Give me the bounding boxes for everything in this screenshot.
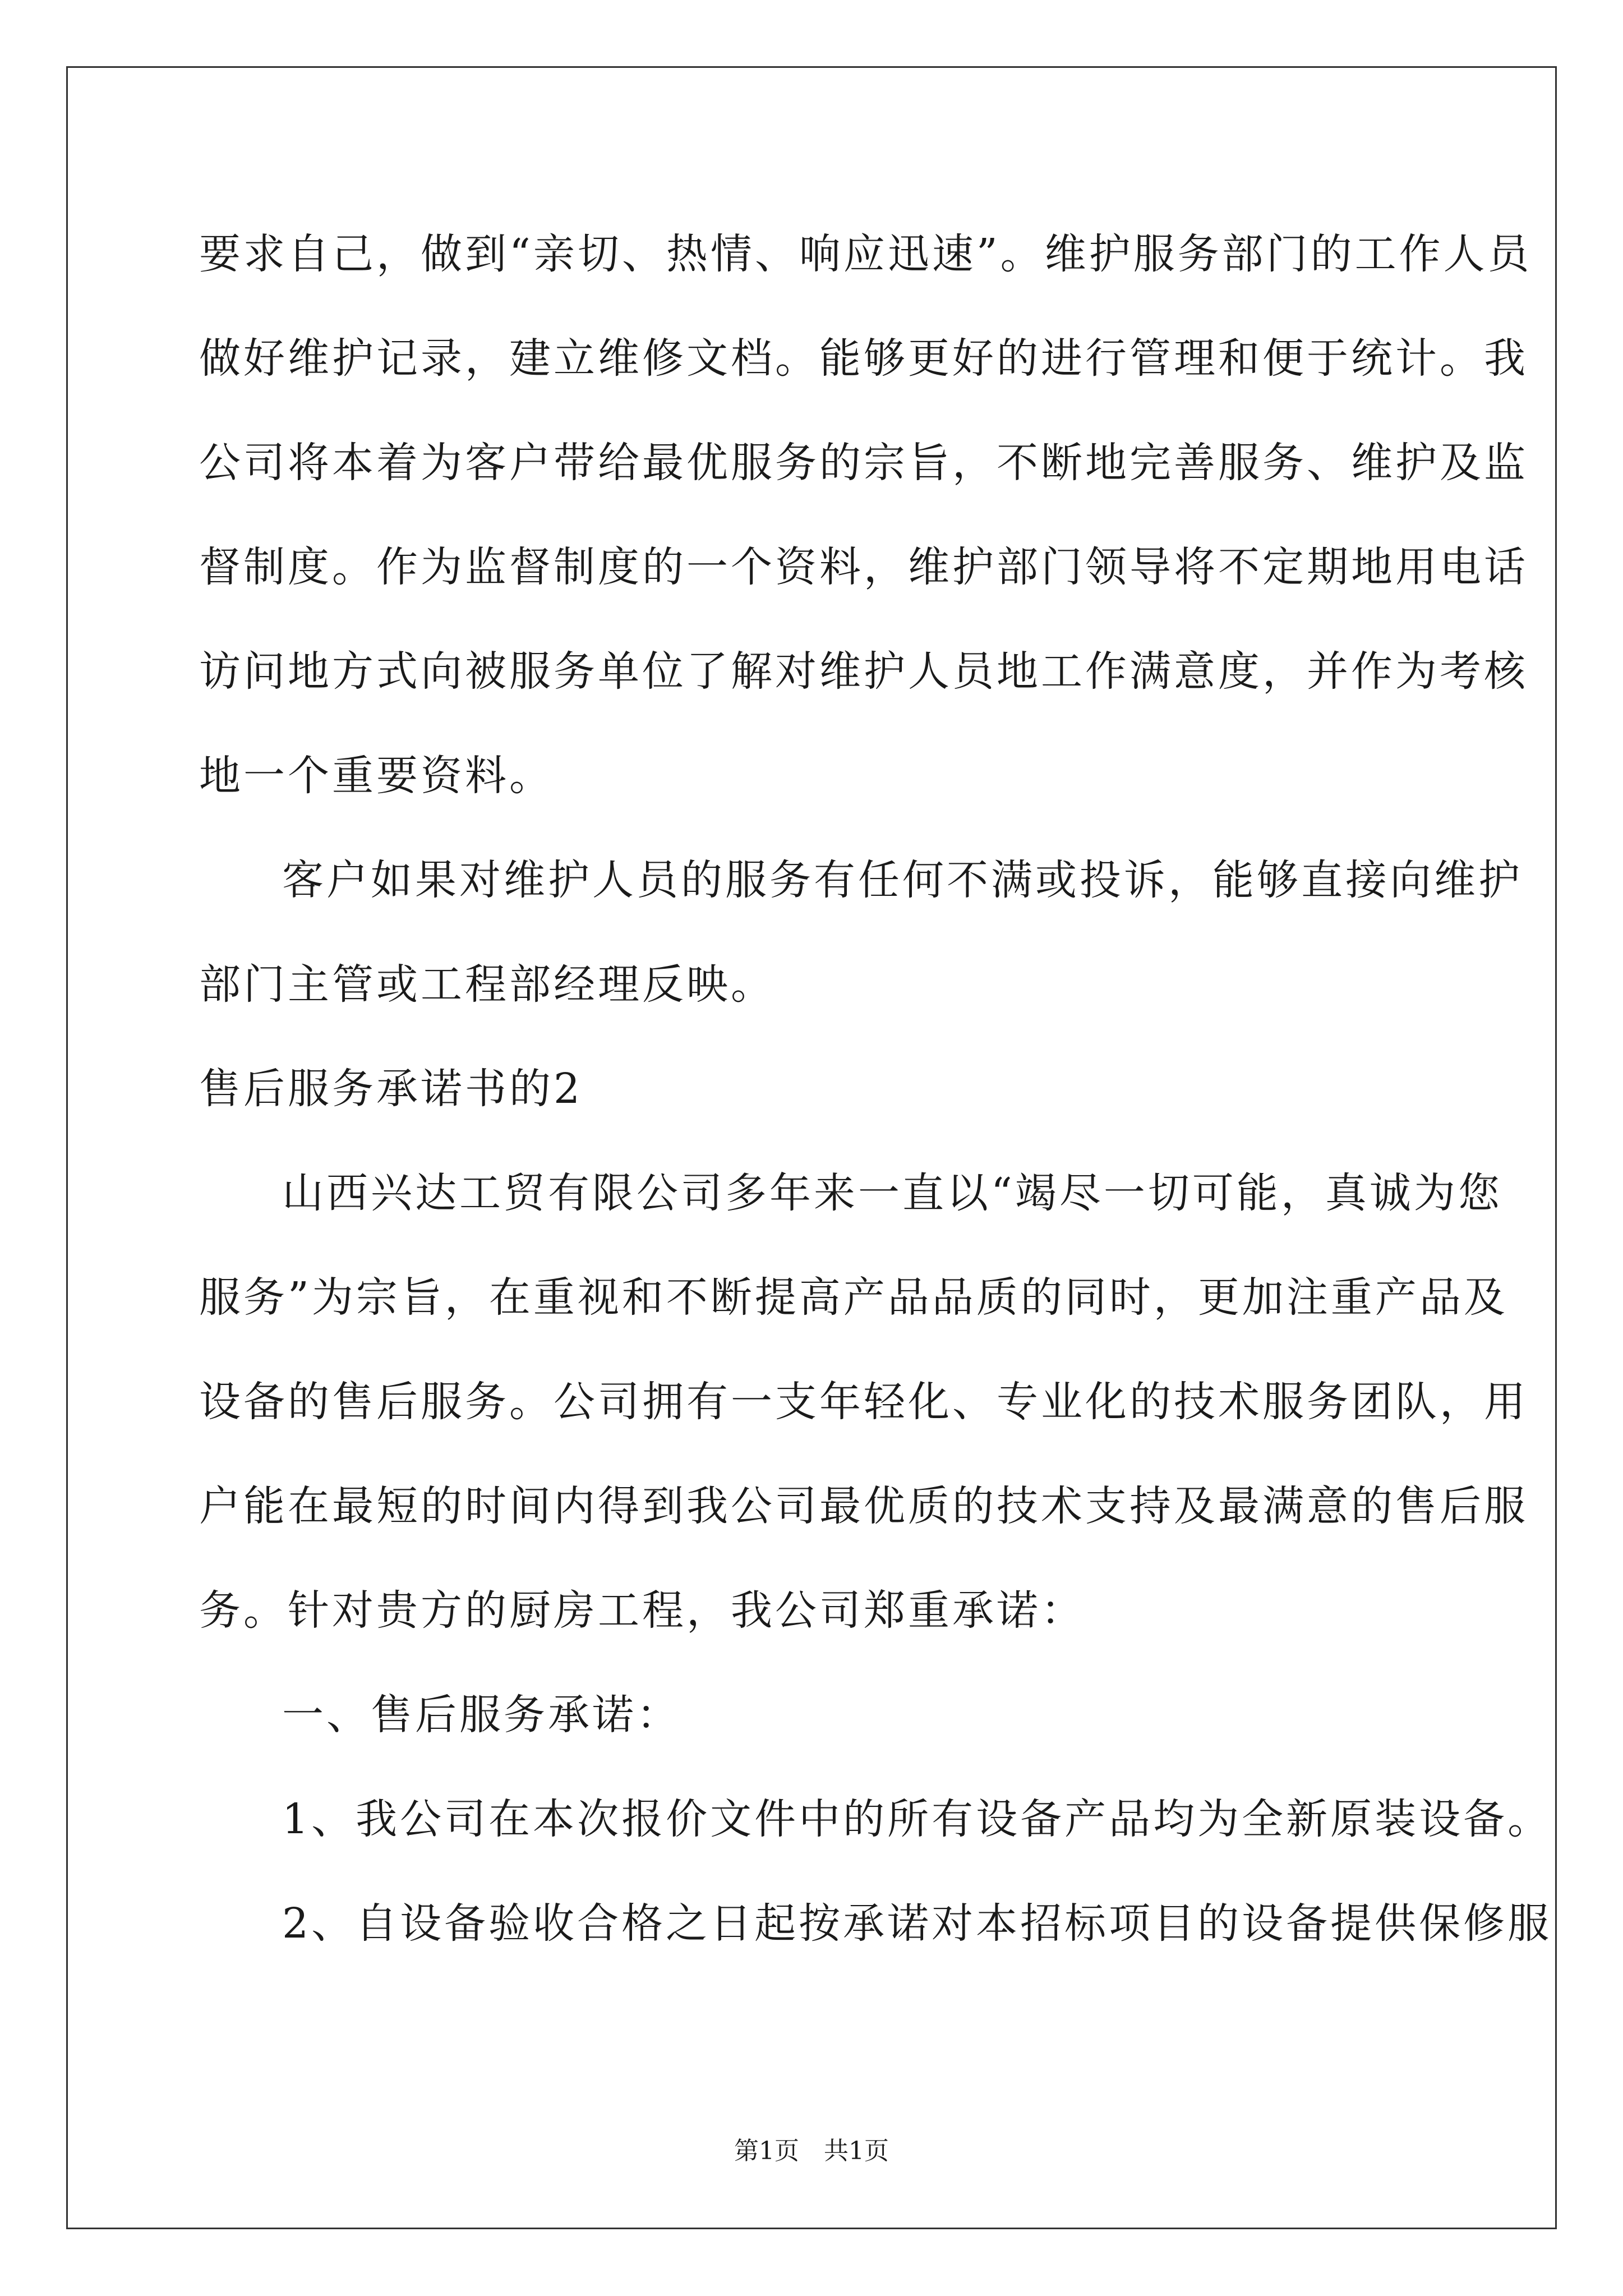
text-line-5: 访问地方式向被服务单位了解对维护人员地工作满意度，并作为考核 — [199, 647, 1528, 696]
text-line-1: 要求自己，做到“亲切、热情、响应迅速”。维护服务部门的工作人员 — [199, 230, 1532, 278]
text-line-10: 山西兴达工贸有限公司多年来一直以“竭尽一切可能，真诚为您 — [282, 1169, 1502, 1217]
document-body — [199, 202, 1552, 1976]
text-line-3: 公司将本着为客户带给最优服务的宗旨，不断地完善服务、维护及监 — [199, 439, 1528, 487]
text-line-11: 服务”为宗旨，在重视和不断提高产品品质的同时，更加注重产品及 — [199, 1273, 1508, 1322]
text-line-12: 设备的售后服务。公司拥有一支年轻化、专业化的技术服务团队，用 — [199, 1378, 1528, 1426]
section-heading: 售后服务承诺书的2 — [199, 1065, 583, 1113]
text-line-14: 务。针对贵方的厨房工程，我公司郑重承诺： — [199, 1586, 1085, 1635]
text-line-7: 客户如果对维护人员的服务有任何不满或投诉，能够直接向维护 — [282, 856, 1523, 904]
list-item-2: 2、自设备验收合格之日起按承诺对本招标项目的设备提供保修服 — [282, 1899, 1552, 1948]
text-line-2: 做好维护记录，建立维修文档。能够更好的进行管理和便于统计。我 — [199, 334, 1528, 383]
text-line-4: 督制度。作为监督制度的一个资料，维护部门领导将不定期地用电话 — [199, 543, 1528, 591]
text-line-6: 地一个重要资料。 — [199, 752, 554, 800]
text-line-8: 部门主管或工程部经理反映。 — [199, 960, 775, 1009]
page-footer — [0, 2134, 1623, 2168]
text-line-13: 户能在最短的时间内得到我公司最优质的技术支持及最满意的售后服 — [199, 1482, 1528, 1530]
list-item-1: 1、我公司在本次报价文件中的所有设备产品均为全新原装设备。 — [282, 1795, 1552, 1843]
subsection-heading: 一、售后服务承诺： — [282, 1691, 681, 1739]
page-number: 第1页 — [734, 2137, 799, 2165]
page-total: 共1页 — [824, 2137, 889, 2165]
